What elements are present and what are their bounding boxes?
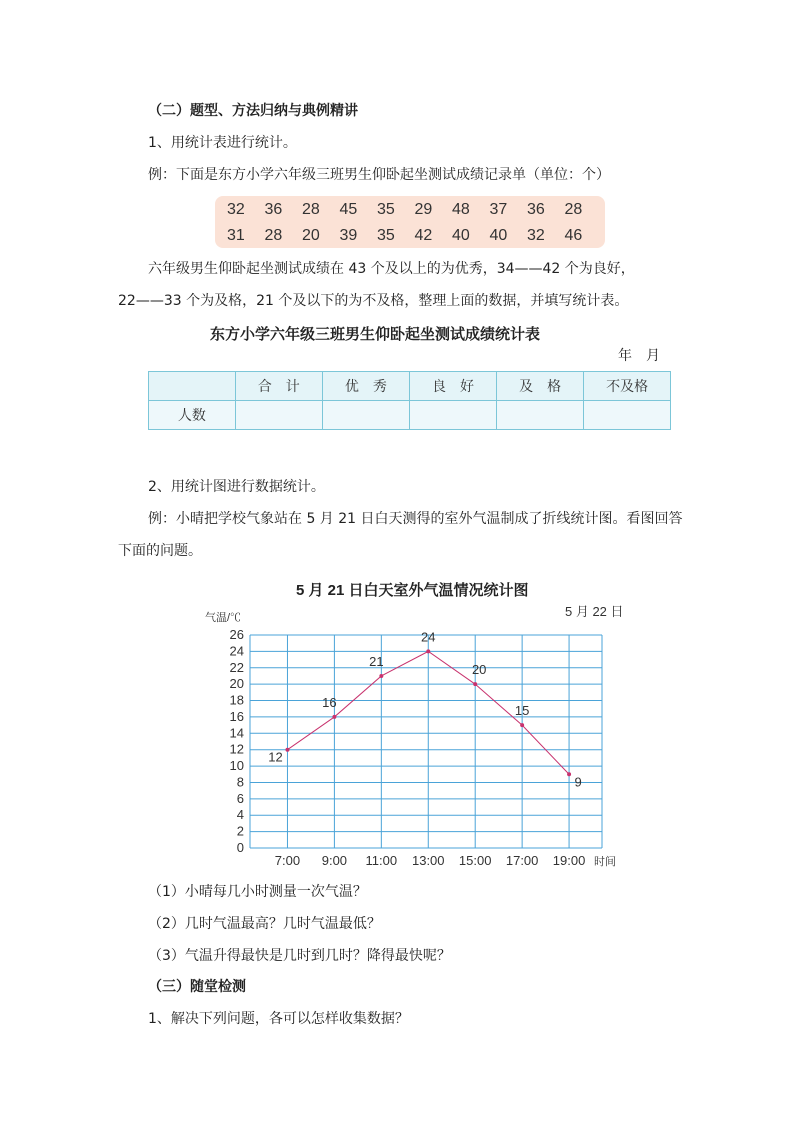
record-value: 35 bbox=[377, 227, 395, 244]
y-tick-label: 6 bbox=[236, 790, 244, 806]
record-value: 40 bbox=[489, 227, 508, 244]
x-tick-label: 7:00 bbox=[274, 853, 301, 868]
y-tick-label: 14 bbox=[229, 725, 244, 741]
data-label: 20 bbox=[471, 662, 487, 678]
data-label: 9 bbox=[574, 774, 582, 790]
chart-date-label: 5 月 22 日 bbox=[565, 604, 624, 619]
table-header-cell: 合 计 bbox=[235, 372, 322, 401]
data-label: 21 bbox=[369, 653, 384, 669]
y-tick-label: 4 bbox=[236, 807, 244, 823]
table-row bbox=[149, 401, 671, 430]
chart-title: 5 月 21 日白天室外气温情况统计图 bbox=[296, 582, 529, 599]
y-tick-label: 18 bbox=[229, 692, 244, 708]
temperature-line-chart bbox=[195, 600, 640, 875]
y-tick-label: 12 bbox=[229, 741, 244, 757]
record-value: 31 bbox=[227, 227, 245, 244]
record-row-1 bbox=[227, 201, 602, 219]
record-row-2 bbox=[227, 227, 602, 245]
table-title: 东方小学六年级三班男生仰卧起坐测试成绩统计表 bbox=[210, 325, 541, 343]
table-cell-excellent[interactable] bbox=[322, 401, 409, 430]
y-tick-label: 16 bbox=[229, 708, 244, 724]
table-header-cell: 及 格 bbox=[497, 372, 584, 401]
record-sheet bbox=[215, 196, 605, 248]
table-cell-pass[interactable] bbox=[497, 401, 584, 430]
y-tick-label: 8 bbox=[236, 774, 244, 790]
table-header-cell: 不及格 bbox=[584, 372, 671, 401]
x-tick-label: 17:00 bbox=[505, 853, 539, 868]
question-2: （2）几时气温最高？几时气温最低？ bbox=[148, 916, 381, 932]
table-cell-good[interactable] bbox=[409, 401, 496, 430]
data-point bbox=[285, 748, 289, 752]
record-value: 46 bbox=[564, 227, 583, 244]
x-axis-label: 时间 bbox=[594, 856, 616, 868]
data-point bbox=[520, 723, 524, 727]
data-point bbox=[379, 674, 383, 678]
criteria-line-1: 六年级男生仰卧起坐测试成绩在 43 个及以上的为优秀，34——42 个为良好， bbox=[148, 261, 635, 277]
question-1: （1）小晴每几小时测量一次气温？ bbox=[148, 884, 367, 900]
example-1-text: 例：下面是东方小学六年级三班男生仰卧起坐测试成绩记录单（单位：个） bbox=[148, 167, 610, 183]
record-value: 29 bbox=[414, 201, 433, 218]
record-value: 28 bbox=[302, 201, 320, 218]
data-label: 24 bbox=[421, 629, 436, 645]
criteria-line-2: 22——33 个为及格，21 个及以下的为不及格，整理上面的数据，并填写统计表。 bbox=[118, 293, 629, 309]
table-header-row bbox=[149, 372, 671, 401]
table-header-cell: 良 好 bbox=[409, 372, 496, 401]
y-tick-label: 10 bbox=[229, 758, 244, 774]
example-2-line-2: 下面的问题。 bbox=[118, 543, 202, 559]
table-cell-total[interactable] bbox=[235, 401, 322, 430]
table-header-cell: 优 秀 bbox=[322, 372, 409, 401]
table-date: 年 月 bbox=[618, 348, 660, 364]
data-label: 12 bbox=[268, 749, 283, 765]
record-value: 37 bbox=[489, 201, 508, 218]
question-3: （3）气温升得最快是几时到几时？降得最快呢？ bbox=[148, 948, 451, 964]
record-value: 45 bbox=[339, 201, 358, 218]
x-tick-label: 11:00 bbox=[365, 853, 398, 868]
y-axis-label: 气温/℃ bbox=[205, 612, 242, 624]
record-value: 36 bbox=[527, 201, 545, 218]
data-label: 15 bbox=[514, 703, 530, 719]
data-label: 16 bbox=[322, 694, 337, 710]
y-tick-label: 0 bbox=[236, 840, 244, 855]
record-value: 32 bbox=[227, 201, 245, 218]
table-cell-fail[interactable] bbox=[584, 401, 671, 430]
x-tick-label: 19:00 bbox=[552, 853, 586, 868]
x-tick-label: 9:00 bbox=[321, 853, 348, 868]
y-tick-label: 20 bbox=[229, 676, 244, 692]
x-tick-label: 13:00 bbox=[411, 853, 445, 868]
y-tick-label: 24 bbox=[229, 643, 244, 659]
record-value: 32 bbox=[527, 227, 545, 244]
record-value: 36 bbox=[264, 201, 283, 218]
section-heading-3: （三）随堂检测 bbox=[148, 979, 246, 995]
y-tick-label: 26 bbox=[229, 627, 244, 642]
data-point bbox=[332, 715, 336, 719]
table-row-label: 人数 bbox=[149, 401, 236, 430]
stat-table bbox=[148, 371, 671, 430]
table-header-cell bbox=[149, 372, 236, 401]
data-point bbox=[426, 649, 430, 653]
record-value: 48 bbox=[452, 201, 470, 218]
record-value: 28 bbox=[564, 201, 583, 218]
item-1-heading: 1、用统计表进行统计。 bbox=[148, 135, 297, 151]
record-value: 40 bbox=[452, 227, 470, 244]
y-tick-label: 2 bbox=[236, 823, 244, 839]
x-tick-label: 15:00 bbox=[458, 853, 492, 868]
data-point bbox=[567, 772, 571, 776]
record-value: 28 bbox=[264, 227, 283, 244]
section-heading-2: （二）题型、方法归纳与典例精讲 bbox=[148, 103, 358, 119]
y-tick-label: 22 bbox=[229, 659, 244, 675]
record-value: 35 bbox=[377, 201, 395, 218]
item-3-heading: 1、解决下列问题，各可以怎样收集数据？ bbox=[148, 1011, 409, 1027]
record-value: 20 bbox=[302, 227, 320, 244]
item-2-heading: 2、用统计图进行数据统计。 bbox=[148, 479, 325, 495]
record-value: 39 bbox=[339, 227, 358, 244]
data-point bbox=[473, 682, 477, 686]
example-2-line-1: 例：小晴把学校气象站在 5 月 21 日白天测得的室外气温制成了折线统计图。看图回答 bbox=[148, 511, 683, 527]
record-value: 42 bbox=[414, 227, 433, 244]
